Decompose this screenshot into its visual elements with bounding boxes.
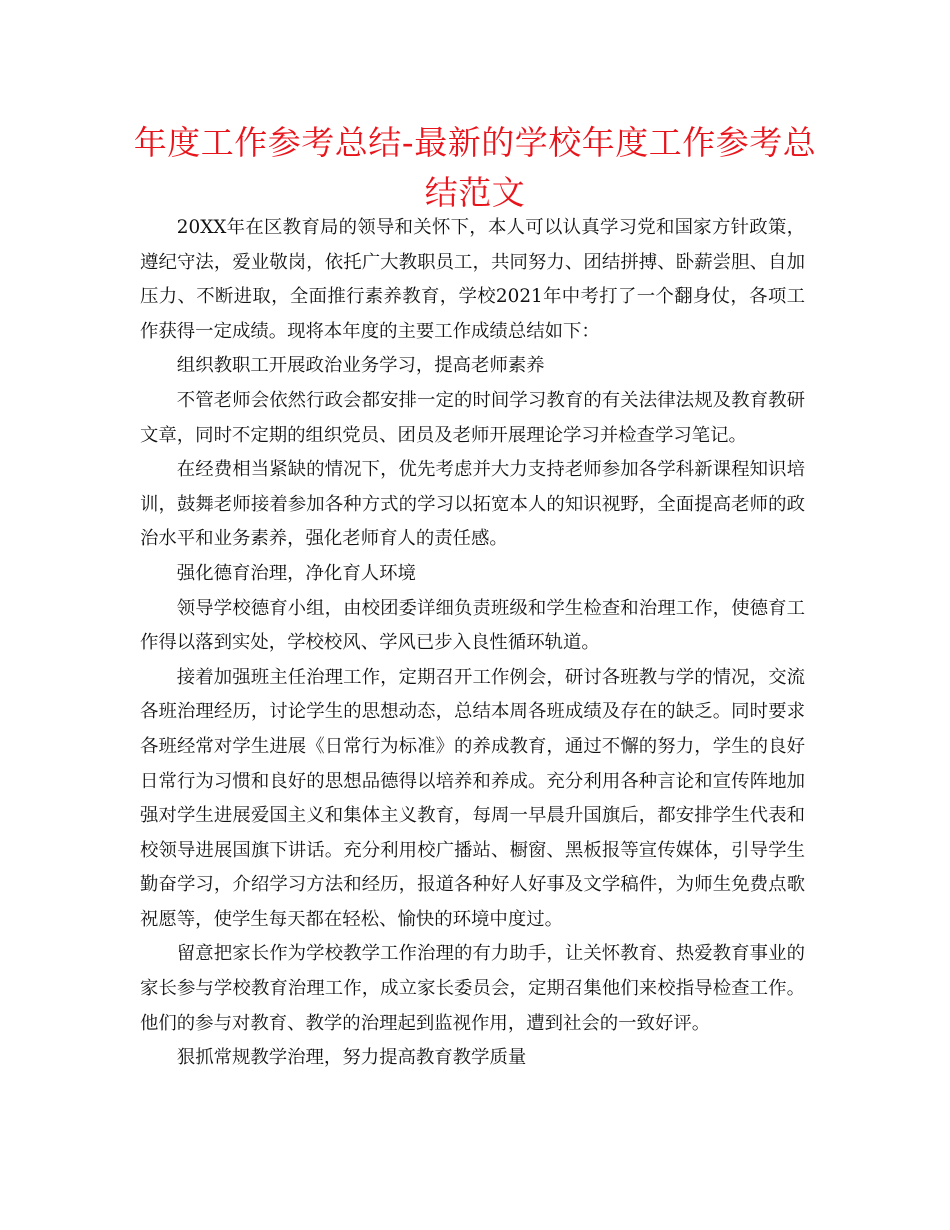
section-heading: 强化德育治理，净化育人环境 bbox=[176, 562, 416, 584]
paragraph-intro: 20XX年在区教育局的领导和关怀下，本人可以认真学习党和国家方针政策，遵纪守法，爱业敬岗，依托广大教职员工，共同努力、团结拼搏、卧薪尝胆、自加压力、不断进取，全面推行素养教育，学校2021年中考打了一个翻身仗，各项工作获得一定成绩。现将本年度的主要工作成绩总结如下： bbox=[140, 217, 805, 342]
paragraph: 接着加强班主任治理工作，定期召开工作例会，研讨各班教与学的情况，交流各班治理经历，讨论学生的思想动态，总结本周各班成绩及存在的缺乏。同时要求各班经常对学生进展《日常行为标准》的养成教育，通过不懈的努力，学生的良好日常行为习惯和良好的思想品德得以培养和养成。充分利用各种言论和宣传阵地加强对学生进展爱国主义和集体主义教育，每周一早晨升国旗后，都安排学生代表和校领导进展国旗下讲话。充分利用校广播站、橱窗、黑板报等宣传媒体，引导学生勤奋学习，介绍学习方法和经历，报道各种好人好事及文学稿件，为师生免费点歌祝愿等，使学生每天都在轻松、愉快的环境中度过。 bbox=[140, 666, 805, 930]
paragraph: 在经费相当紧缺的情况下，优先考虑并大力支持老师参加各学科新课程知识培训，鼓舞老师接着参加各种方式的学习以拓宽本人的知识视野，全面提高老师的政治水平和业务素养，强化老师育人的责任感。 bbox=[140, 459, 805, 550]
paragraph: 不管老师会依然行政会都安排一定的时间学习教育的有关法律法规及教育教研文章，同时不定期的组织党员、团员及老师开展理论学习并检查学习笔记。 bbox=[140, 389, 805, 446]
section-heading: 组织教职工开展政治业务学习，提高老师素养 bbox=[176, 355, 545, 377]
paragraph: 领导学校德育小组，由校团委详细负责班级和学生检查和治理工作，使德育工作得以落到实处，学校校风、学风已步入良性循环轨道。 bbox=[140, 597, 805, 654]
document-title: 年度工作参考总结-最新的学校年度工作参考总结范文 bbox=[133, 123, 817, 212]
section-heading: 狠抓常规教学治理，努力提高教育教学质量 bbox=[176, 1047, 527, 1069]
document-body bbox=[140, 211, 805, 1076]
paragraph: 留意把家长作为学校教学工作治理的有力助手，让关怀教育、热爱教育事业的家长参与学校教育治理工作，成立家长委员会，定期召集他们来校指导检查工作。他们的参与对教育、教学的治理起到监视作用，遭到社会的一致好评。 bbox=[140, 943, 805, 1034]
